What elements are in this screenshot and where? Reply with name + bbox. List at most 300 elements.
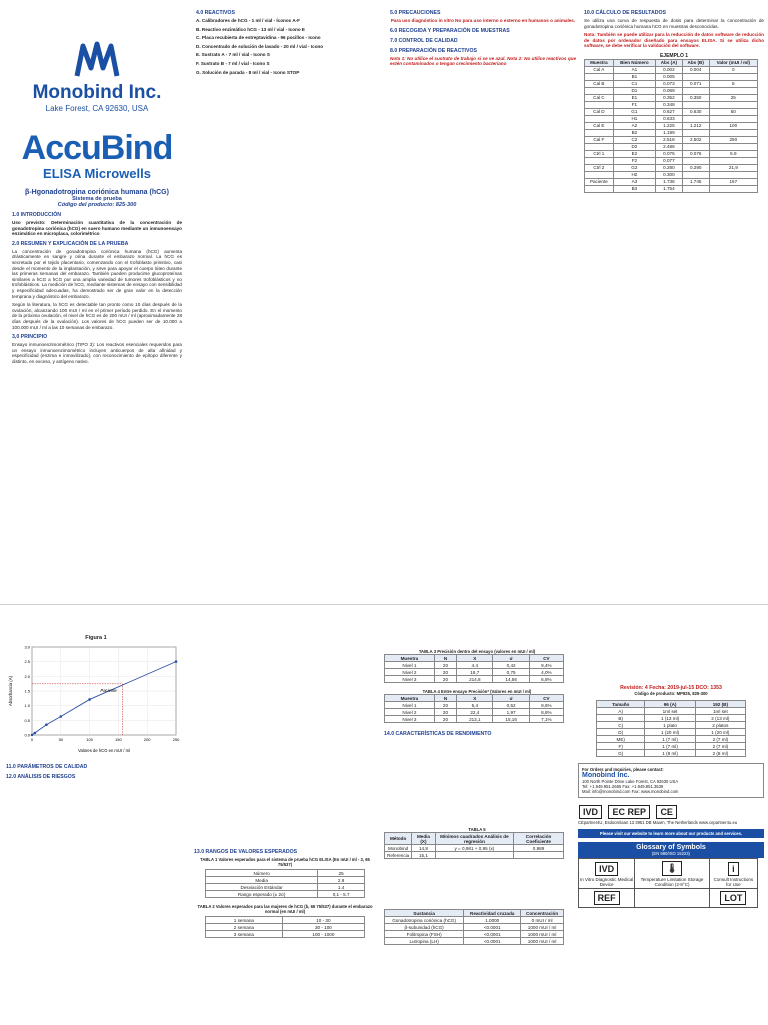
- table-row: [585, 101, 758, 108]
- table-row: [385, 924, 564, 931]
- table-cell: 157: [709, 178, 757, 185]
- glossary-item: [635, 859, 710, 889]
- x-tick-label: 200: [143, 737, 151, 742]
- table-cell: 2.9: [318, 877, 365, 884]
- section-heading-2: 2.0 RESUMEN Y EXPLICACIÓN DE LA PRUEBA: [12, 240, 129, 247]
- table-header-cell: X: [457, 655, 493, 662]
- table-cell: [682, 115, 709, 122]
- calibration-point: [175, 660, 178, 663]
- bottom-column-3: [384, 605, 570, 1025]
- table-cell: 1.225: [655, 122, 682, 129]
- table-header-cell: Sustancia: [385, 910, 464, 917]
- table-cell: 0.077: [655, 157, 682, 164]
- table-cell: 20: [434, 662, 456, 669]
- table-row: [585, 66, 758, 73]
- table-row: [385, 662, 564, 669]
- table-cell: 15,1: [412, 852, 436, 859]
- table-row: [585, 80, 758, 87]
- table-cell: 14,8: [412, 845, 436, 852]
- y-tick-label: 1.5: [24, 688, 30, 694]
- book-icon: i: [728, 862, 739, 876]
- table-cell: 2 (7 ml): [695, 736, 745, 743]
- glossary-item: [635, 889, 710, 908]
- table-row: [385, 709, 564, 716]
- table-cell: [585, 87, 614, 94]
- table-cell: 20: [434, 709, 456, 716]
- table-cell: G1: [613, 108, 655, 115]
- table-row: [585, 94, 758, 101]
- table-header-cell: Abs (B): [682, 59, 709, 66]
- reagent-item: A. Calibradores de hCG - 1 ml / vial - Íconos A-F: [196, 18, 300, 23]
- table-cell: 0,75: [493, 669, 529, 676]
- table-cell: [585, 129, 614, 136]
- table-cell: 1.736: [655, 178, 682, 185]
- table-header-cell: Tamaño: [597, 701, 645, 708]
- table-cell: A1: [613, 66, 655, 73]
- table-cell: 0.076: [682, 150, 709, 157]
- glossary-subtitle: (EN 980/ISO 15223): [652, 851, 690, 856]
- calibration-point: [45, 723, 48, 726]
- table-cell: [585, 171, 614, 178]
- table4-title: TABLA 4 Entre ensayo Precisión* (Valores en mUI / ml): [422, 689, 532, 694]
- table-cell: A): [597, 708, 645, 715]
- table-cell: Gonadotropina coriónica (hCG): [385, 917, 464, 924]
- column-1: [6, 0, 188, 602]
- inter-assay-table: [384, 694, 564, 723]
- table-cell: 0.073: [655, 80, 682, 87]
- glossary-item: [709, 889, 757, 908]
- table-header-cell: Abs (A): [655, 59, 682, 66]
- bottom-column-1: [6, 605, 186, 1025]
- x-tick-label: 0: [30, 737, 34, 742]
- x-axis-label: Valores de hCG en mUI / ml: [77, 748, 131, 753]
- table-cell: Nivel 3: [385, 716, 435, 723]
- table-header-cell: Correlación Coeficiente: [514, 833, 564, 845]
- table-cell: 0: [709, 66, 757, 73]
- table-cell: 1000 mUI / ml: [521, 931, 564, 938]
- table-cell: 0.627: [655, 108, 682, 115]
- section-heading-10: 10.0 CÁLCULO DE RESULTADOS: [584, 10, 666, 16]
- table-cell: 25: [709, 94, 757, 101]
- table-cell: 30 - 100: [282, 924, 364, 931]
- column-3: [390, 0, 576, 602]
- table-cell: 1.199: [655, 129, 682, 136]
- table-cell: F1: [613, 101, 655, 108]
- table-cell: Cal B: [585, 80, 614, 87]
- table-cell: Lutropina (LH): [385, 938, 464, 945]
- table-cell: 0.633: [655, 115, 682, 122]
- table-cell: Ctrl 1: [585, 150, 614, 157]
- method-comparison-table: [384, 832, 564, 859]
- table-row: [585, 136, 758, 143]
- table-cell: [682, 171, 709, 178]
- table-cell: 2.518: [655, 136, 682, 143]
- table-header-cell: Valor (mUI / ml): [709, 59, 757, 66]
- table-header-cell: σ: [493, 695, 529, 702]
- table1-title: TABLA 1 Valores esperados para el sistema de prueba hCG ELISA (En mUI / ml - 3, 65 75/537): [200, 857, 370, 867]
- table-cell: C1: [613, 80, 655, 87]
- table-cell: 1.754: [655, 185, 682, 192]
- table-cell: 20: [434, 669, 456, 676]
- glossary-item: [709, 859, 757, 889]
- table-cell: 0.280: [655, 164, 682, 171]
- table-cell: G2: [613, 164, 655, 171]
- section-heading-3: 3,0 PRINCIPIO: [12, 334, 48, 341]
- table-cell: β-subunidad (hCG): [385, 924, 464, 931]
- table-cell: 0.071: [682, 80, 709, 87]
- table-header-cell: Mínimos cuadrados Análisis de regresión: [435, 833, 513, 845]
- section-heading-5: 5.0 PRECAUCIONES: [390, 10, 441, 16]
- table-cell: B1: [613, 73, 655, 80]
- table-cell: [585, 101, 614, 108]
- table-cell: Folitropina (FSH): [385, 931, 464, 938]
- bottom-page: [0, 604, 768, 1025]
- table-cell: D): [597, 729, 645, 736]
- table-row: [385, 676, 564, 683]
- table-cell: 0,42: [493, 662, 529, 669]
- thermometer-icon: 🌡: [662, 861, 681, 876]
- table-cell: Paciente: [585, 178, 614, 185]
- table-row: [385, 702, 564, 709]
- table-cell: [709, 129, 757, 136]
- table-cell: 0,1 - 5.7: [318, 891, 365, 898]
- table-cell: H1: [613, 115, 655, 122]
- section-text-2b: Según la literatura, la hCG es detectable tan pronto como 10 días después de la ovulación, alcanzando 100 mUI / ml en el primer período perdido. En el momento de la próxima ovulación, el nivel de hCG es de 200 mUI / ml (aproximadamente 28 días después de la ovulación). Los valores de hCG pueden ser de 10.000 a 100.000 mUI / ml a las 10 semanas de embarazo.: [12, 302, 182, 330]
- table-cell: 8,8%: [529, 709, 563, 716]
- table-row: [585, 185, 758, 192]
- calibration-chart: [6, 641, 182, 753]
- table-cell: 1,97: [493, 709, 529, 716]
- table-cell: 50: [709, 108, 757, 115]
- calibration-point: [31, 734, 34, 737]
- table-cell: 2.502: [682, 136, 709, 143]
- table-cell: 1.0000: [464, 917, 521, 924]
- table-cell: 2 (7 ml): [695, 743, 745, 750]
- section-heading-11: 11.0 PARÁMETROS DE CALIDAD: [6, 764, 88, 770]
- table-cell: A3: [613, 178, 655, 185]
- table-cell: H2: [613, 171, 655, 178]
- table-cell: 18,7: [457, 669, 493, 676]
- visit-banner: Please visit our website to learn more about our products and services.: [578, 829, 764, 838]
- table-cell: 0.630: [682, 108, 709, 115]
- table-cell: B): [597, 715, 645, 722]
- table-row: [597, 722, 746, 729]
- table-cell: <0.0001: [464, 931, 521, 938]
- section-text-3: Ensayo inmunoenzimométrico (TIPO 3): Los reactivos esenciales requeridos para un ensayo inmunoenzimométrico incluyen anticuerpos de alta afinidad y especificidad (enzima e inmovilizado), con reconocimiento de epítopo diferente y distinto, en exceso, y antígeno nativo.: [12, 342, 182, 364]
- glossary-item: [579, 889, 635, 908]
- table-row: [597, 729, 746, 736]
- table-cell: ME): [597, 736, 645, 743]
- table-row: [206, 931, 365, 938]
- table-header-cell: N: [434, 655, 456, 662]
- table-cell: [682, 143, 709, 150]
- section-text-2: La concentración de gonadotropina coriónica humana (hCG) aumenta drásticamente en sangre y orina durante el embarazo normal. La hCG es secretada por el tejido placentario, comenzando con el trofoblasto primitivo, casi desde el momento de la implantación, y sirve para apoyar el cuerpo lúteo durante las primeras semanas del embarazo. También pueden producirse glucoproteínas similares a hCG a hCG por una amplia variedad de tumores trofoblásticos y no trofoblásticos. La medición de hCG, mediante sistemas de ensayo con sensibilidad y especificidad adecuadas, ha demostrado ser de gran valor en la detección temprana y diagnóstico del embarazo.: [12, 248, 182, 299]
- revision-sub: Código de producto: MP825, 825-300: [634, 691, 708, 696]
- table-cell: 250: [709, 136, 757, 143]
- table-header-cell: Bien Número: [613, 59, 655, 66]
- y-tick-label: 1.0: [24, 703, 30, 709]
- table-row: [385, 669, 564, 676]
- table-cell: Referencia: [385, 852, 412, 859]
- table-cell: 1000 mUI / ml: [521, 938, 564, 945]
- x-tick-label: 100: [86, 737, 93, 742]
- calibration-point: [88, 698, 91, 701]
- table-cell: 0.352: [655, 94, 682, 101]
- table-cell: [682, 129, 709, 136]
- table-row: [206, 877, 365, 884]
- bottom-column-2: [194, 605, 376, 1025]
- table-cell: 2 semana: [206, 924, 283, 931]
- table-cell: F2: [613, 157, 655, 164]
- table-cell: [682, 185, 709, 192]
- table-row: [585, 164, 758, 171]
- table-cell: [709, 185, 757, 192]
- table-cell: Cal C: [585, 94, 614, 101]
- table-cell: 0.350: [682, 94, 709, 101]
- table-cell: [709, 73, 757, 80]
- logo-block: [6, 38, 188, 181]
- document-subtitle: Sistema de prueba: [72, 196, 122, 202]
- table-cell: 0.348: [655, 101, 682, 108]
- sample-data-table: [584, 59, 758, 193]
- table-row: [385, 845, 564, 852]
- table-row: [585, 122, 758, 129]
- table-cell: 15,16: [493, 716, 529, 723]
- note-10: Nota: También se puede utilizar para la reducción de datos software de reducción de datos por ordenador diseñado para ensayos ELISA. Si se utiliza dicho software, se debe verificar la validación del software.: [584, 32, 764, 49]
- order-web: Mail: info@monobind.com Fax: www.monobind.com: [582, 789, 679, 794]
- table-cell: 0.290: [682, 164, 709, 171]
- order-address: 100 North Pointe Drive Lake Forest, CA 92630 USA: [582, 779, 679, 784]
- table-cell: 0.002: [655, 66, 682, 73]
- glossary-header: [578, 842, 764, 858]
- glossary-label: In Vitro Diagnostic Medical Device: [580, 876, 634, 887]
- table-cell: 1 (7 ml): [645, 736, 695, 743]
- table-cell: 0.075: [655, 150, 682, 157]
- table-cell: [585, 73, 614, 80]
- table-cell: 1ml set: [695, 708, 745, 715]
- table-cell: 1.745: [682, 178, 709, 185]
- table-cell: Nivel 2: [385, 709, 435, 716]
- table-row: [585, 108, 758, 115]
- ce-mark-icon: CE: [656, 805, 677, 819]
- glossary-label: Consult Instructions for Use: [713, 876, 754, 887]
- table-cell: <0.0001: [464, 938, 521, 945]
- table-cell: [682, 157, 709, 164]
- table-cell: 1 (7 ml): [645, 743, 695, 750]
- table-cell: E1: [613, 94, 655, 101]
- table-cell: Cal D: [585, 108, 614, 115]
- section-heading-12: 12.0 ANÁLISIS DE RIESGOS: [6, 774, 76, 780]
- table5-title: TABLA 5: [468, 827, 486, 832]
- table-row: [585, 129, 758, 136]
- table-row: [585, 73, 758, 80]
- product-code: Código del producto: 825-300: [57, 202, 137, 208]
- table-cell: 1 (20 ml): [695, 729, 745, 736]
- kit-size-table: [596, 700, 746, 757]
- table-header-cell: Muestra: [585, 59, 614, 66]
- table-row: [597, 708, 746, 715]
- y-tick-label: 0.5: [24, 717, 30, 723]
- reagent-list: [196, 18, 382, 75]
- table-row: [385, 917, 564, 924]
- bottom-column-4: [578, 605, 764, 1025]
- table-header-cell: X: [457, 695, 493, 702]
- table-header-cell: Método: [385, 833, 412, 845]
- section-heading-8: 8.0 PREPARACIÓN DE REACTIVOS: [390, 47, 477, 54]
- order-company: Monobind Inc.: [582, 772, 630, 779]
- table-cell: [585, 143, 614, 150]
- pregnancy-values-table: [205, 916, 365, 938]
- x-tick-label: 250: [172, 737, 180, 742]
- table-cell: 1 semana: [206, 917, 283, 924]
- table-cell: D2: [613, 143, 655, 150]
- sample-table-title: EJEMPLO 1: [659, 52, 689, 59]
- table-cell: Nivel 3: [385, 676, 435, 683]
- table-cell: [709, 101, 757, 108]
- glossary-item: [579, 859, 635, 889]
- table-cell: [682, 87, 709, 94]
- table-cell: 1.212: [682, 122, 709, 129]
- table-cell: Ctrl 2: [585, 164, 614, 171]
- table-cell: Nivel 1: [385, 702, 435, 709]
- table-header-cell: Concentración: [521, 910, 564, 917]
- table-cell: 1ml set: [645, 708, 695, 715]
- table-cell: 21,9: [709, 164, 757, 171]
- table-cell: Cal F: [585, 136, 614, 143]
- table-cell: Número: [206, 870, 318, 877]
- table-cell: [585, 185, 614, 192]
- table-row: [585, 157, 758, 164]
- table-cell: 0.005: [655, 73, 682, 80]
- table-cell: 5: [709, 80, 757, 87]
- table-header-cell: Muestra: [385, 695, 435, 702]
- order-phone: Tel: +1.949.951.2665 Fax: +1.949.951.3539: [582, 784, 664, 789]
- table-cell: 10 - 30: [282, 917, 364, 924]
- table-cell: Cal E: [585, 122, 614, 129]
- y-axis-label: Absorbancia (A): [8, 675, 13, 707]
- table-row: [597, 750, 746, 757]
- table-cell: [585, 115, 614, 122]
- section-heading-1: 1.0 INTRODUCCIÓN: [12, 212, 61, 218]
- table-header-cell: N: [434, 695, 456, 702]
- table-cell: 0 mUI / ml: [521, 917, 564, 924]
- table-row: [585, 87, 758, 94]
- table-cell: <0.0001: [464, 924, 521, 931]
- figure-title: Figura 1: [85, 635, 107, 641]
- table-row: [585, 115, 758, 122]
- glossary-table: [578, 858, 758, 908]
- table-cell: 5,4: [457, 702, 493, 709]
- table-cell: 7,1%: [529, 716, 563, 723]
- table-row: [585, 178, 758, 185]
- calibration-point: [60, 715, 63, 718]
- table-cell: [435, 852, 513, 859]
- glossary-title: Glossary of Symbols: [636, 844, 706, 851]
- table-header-cell: Muestra: [385, 655, 435, 662]
- table-cell: Media: [206, 877, 318, 884]
- column-4: [584, 0, 764, 602]
- table-cell: 9,4%: [529, 662, 563, 669]
- table-row: [597, 715, 746, 722]
- table-cell: 3 semana: [206, 931, 283, 938]
- table-row: [385, 716, 564, 723]
- table-cell: C2: [613, 136, 655, 143]
- document-title: β-Hgonadotropina coriónica humana (hCG): [25, 189, 169, 196]
- table-cell: F): [597, 743, 645, 750]
- section-heading-6: 6.0 RECOGIDA Y PREPARACIÓN DE MUESTRAS: [390, 27, 510, 34]
- table-cell: 9,6%: [529, 702, 563, 709]
- table-row: [597, 736, 746, 743]
- section-text-10: Se utiliza una curva de respuesta de dosis para determinar la concentración de gonadotropina coriónica humana hCG en muestras desconocidas.: [584, 18, 764, 29]
- table-cell: 0.069: [655, 87, 682, 94]
- table3-title: TABLA 3 Precisión dentro del ensayo (valores en mUI / ml): [418, 649, 536, 654]
- y-tick-label: 0.0: [24, 732, 30, 738]
- y-tick-label: 2.0: [24, 673, 30, 679]
- column-2: [196, 0, 382, 602]
- table-header-cell: Reactividad cruzada: [464, 910, 521, 917]
- table-cell: [709, 87, 757, 94]
- glossary-label: Temperature Limitation Storage Condition (2-8°C): [640, 877, 704, 887]
- table-cell: 1 (8 ml): [645, 750, 695, 757]
- table-cell: 2 platos: [695, 722, 745, 729]
- table-cell: 25: [318, 870, 365, 877]
- table-cell: 20: [434, 716, 456, 723]
- table-header-cell: Media (X): [412, 833, 436, 845]
- table-cell: [682, 101, 709, 108]
- order-info-box: [578, 763, 764, 798]
- table-cell: [514, 852, 564, 859]
- table-cell: [585, 157, 614, 164]
- table-row: [385, 931, 564, 938]
- table-cell: 1 (20 ml): [645, 729, 695, 736]
- reagent-item: B. Reactivo enzimático hCG - 13 ml / vial - Icono E: [196, 26, 306, 32]
- table2-title: TABLA 2 Valores esperados para las mujeres de hCG (b, 65 75/537) durante el embarazo normal (en mUI / ml): [197, 904, 373, 914]
- table-cell: 0.300: [655, 171, 682, 178]
- table-cell: 4,0%: [529, 669, 563, 676]
- table-row: [206, 917, 365, 924]
- table-row: [585, 143, 758, 150]
- table-row: [206, 924, 365, 931]
- table-cell: 5.9: [709, 150, 757, 157]
- table-cell: [709, 157, 757, 164]
- table-cell: 20: [434, 702, 456, 709]
- note-text: Nota 1: No utilice el sustrato de trabajo si se ve azul. Nota 2: No utilice reactivos que estén contaminados o tengan crecimiento bacteriano: [390, 55, 576, 67]
- symbol-row: [578, 802, 764, 820]
- table-cell: [709, 171, 757, 178]
- company-address: Lake Forest, CA 92630, USA: [45, 104, 149, 113]
- reagent-item: G. Solución de parada - 8 ml / vial - Icono STOP: [196, 69, 300, 75]
- table-row: [206, 891, 365, 898]
- table-cell: 1000 mUI / ml: [521, 924, 564, 931]
- table-cell: 1 (13 ml): [645, 715, 695, 722]
- table-cell: 0,52: [493, 702, 529, 709]
- table-cell: [709, 143, 757, 150]
- expected-values-table: [205, 869, 365, 898]
- ref-icon: REF: [594, 891, 620, 905]
- table-header-cell: 96 (A): [645, 701, 695, 708]
- table-row: [206, 884, 365, 891]
- reagent-item: C. Placa recubierta de estreptavidina - 96 pocillos - Icono: [196, 35, 321, 41]
- table-cell: 2.486: [655, 143, 682, 150]
- ivd-icon: IVD: [595, 862, 618, 876]
- table-cell: Desviación Estándar: [206, 884, 318, 891]
- table-row: [206, 870, 365, 877]
- cross-reactivity-table: [384, 909, 564, 945]
- ec-rep-icon: EC REP: [608, 805, 650, 819]
- table-cell: 4.4: [457, 662, 493, 669]
- table-cell: 0,989: [514, 845, 564, 852]
- table-cell: 6,8%: [529, 676, 563, 683]
